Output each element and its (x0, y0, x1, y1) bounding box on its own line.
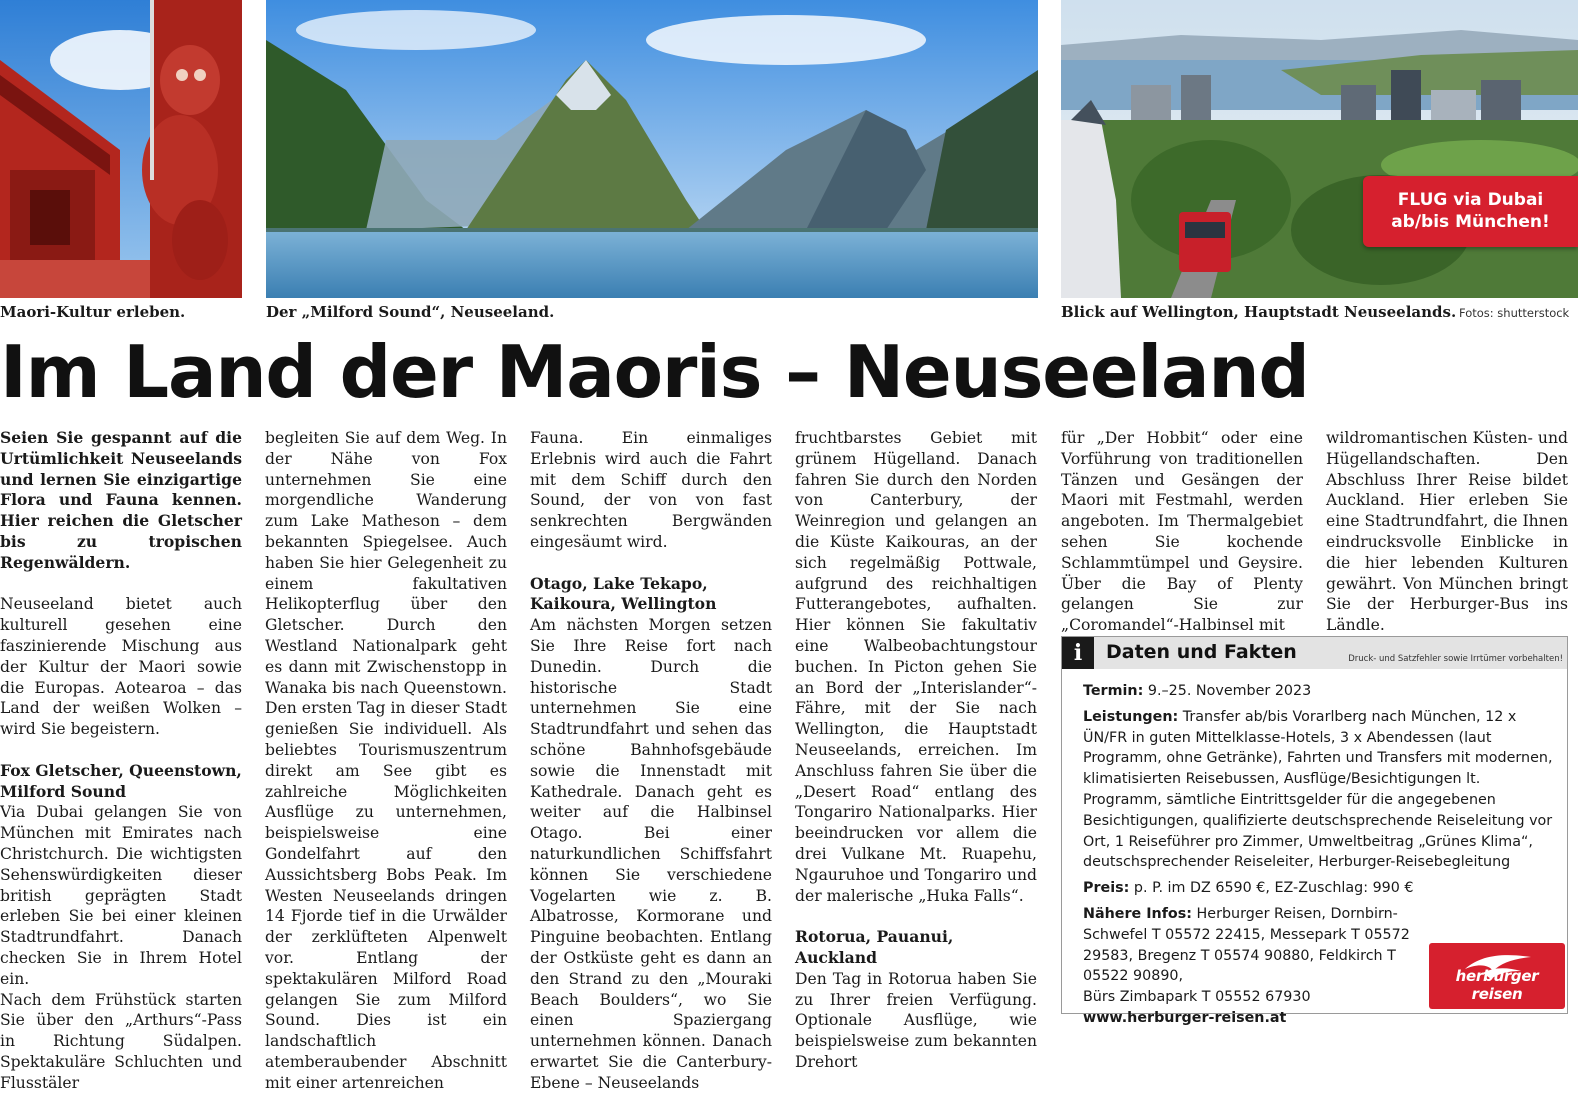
facts-title: Daten und Fakten (1106, 641, 1297, 663)
article-column-4 (795, 428, 1037, 1071)
flight-badge-line1: FLUG via Dubai (1397, 190, 1544, 210)
facts-disclaimer: Druck- und Satzfehler sowie Irrtümer vorbehalten! (1348, 654, 1563, 664)
section-heading-fox-gletscher: Fox Gletscher, Queenstown, Milford Sound (0, 760, 242, 801)
facts-infos (1083, 904, 1423, 1029)
infos-label: Nähere Infos: (1083, 905, 1192, 922)
termin-label: Termin: (1083, 683, 1144, 699)
photo-credit: Fotos: shutterstock (1459, 306, 1570, 320)
info-icon: i (1062, 637, 1094, 669)
article-column-3 (530, 428, 772, 1092)
section-heading-rotorua: Rotorua, Pauanui, Auckland (795, 927, 954, 967)
section1-paragraph-2-cont: begleiten Sie auf dem Weg. In der Nähe von Fox unternehmen Sie eine morgendliche Wanderung zum Lake Matheson – dem bekannten Spiegelsee. Auch haben Sie hier Gelegenheit zu einem fakultativen Helikopterflug über den Gletscher. Durch den Westland Nationalpark geht es dann mit Zwischenstopp in Wanaka bis nach Queenstown. Den ersten Tag in dieser Stadt genießen Sie individuell. Als beliebtes Tourismuszentrum direkt am See gibt es zahlreiche Möglichkeiten Ausflüge zu unternehmen, beispielsweise eine Gondelfahrt auf den Aussichtsberg Bobs Peak. Im Westen Neuseelands dringen 14 Fjorde tief in die Urwälder der zerklüfteten Alpenwelt vor. Entlang der spektakulären Milford Road gelangen Sie zum Milford Sound. Dies ist ein landschaftlich atemberaubender Abschnitt mit einer artenreichen (265, 429, 507, 1092)
preis-label: Preis: (1083, 880, 1130, 897)
wellington-image (1061, 0, 1578, 298)
facts-preis (1083, 878, 1563, 899)
section3-paragraph-cont: für „Der Hobbit“ oder eine Vorführung von traditionellen Tänzen und Gesängen der Maori mit Festmahl, werden angeboten. Im Thermalgebiet sehen Sie kochende Schlammtümpel und Geysire. Über die Bay of Plenty gelangen Sie zur „Coromandel“-Halbinsel mit (1061, 429, 1303, 635)
leistungen-value: Transfer ab/bis Vorarlberg nach München, 12 x ÜN/FR in guten Mittelklasse-Hotels, 3 x Abendessen (laut Programm, ohne Getränke), Fahrten und Transfers mit modernen, klimatisierten Reisebussen, Ausflüge/Besichtigungen lt. Programm, sämtliche Eintrittsgelder für die angegebenen Besichtigungen, qualifizierte deutschsprechende Reiseleitung vor Ort, 1 Reiseführer pro Zimmer, Umweltbeitrag „Grünes Klima“, deutschsprechender Reiseleiter, Herburger-Reisebegleitung (1083, 708, 1553, 871)
article-lead: Seien Sie gespannt auf die Urtümlichkeit Neuseelands und lernen Sie einzigartige Flora und Fauna kennen. Hier reichen die Gletscher bis zu tropischen Regenwäldern. (0, 428, 242, 572)
preis-value: p. P. im DZ 6590 €, EZ-Zuschlag: 990 € (1133, 880, 1414, 897)
facts-termin (1083, 681, 1563, 702)
caption-milford: Der „Milford Sound“, Neuseeland. (266, 303, 555, 321)
section1-paragraph-2-start: Nach dem Frühstück starten Sie über den „Arthurs“-Pass in Richtung Südalpen. Spektakuläre Schluchten und Flusstäler (0, 990, 242, 1092)
caption-wellington: Blick auf Wellington, Hauptstadt Neuseelands. (1061, 303, 1457, 321)
section1-paragraph-1: Via Dubai gelangen Sie von München mit Emirates nach Christchurch. Die wichtigsten Sehenswürdigkeiten dieser british geprägten Stadt erleben Sie bei einer kleinen Stadtrundfahrt. Danach checken Sie in Ihrem Hotel ein. (0, 803, 242, 988)
section2-paragraph-cont: fruchtbarstes Gebiet mit grünem Hügelland. Danach fahren Sie durch den Norden von Canterbury, der Weinregion und gelangen an die Küste Kaikouras, an der sich regelmäßig Pottwale, aufgrund des reichhaltigen Futterangebotes, aufhalten. Hier können Sie fakultativ eine Walbeobachtungstour buchen. In Picton gehen Sie an Bord der „Interislander“-Fähre, mit der Sie nach Wellington, die Hauptstadt Neuseelands, erreichen. Im Anschluss fahren Sie über die „Desert Road“ entlang des Tongariro Nationalparks. Hier beeindrucken vor allem die drei Vulkane Mt. Ruapehu, Ngauruhoe und Tongariro und der malerische „Huka Falls“. (795, 429, 1037, 905)
website-link[interactable]: www.herburger-reisen.at (1083, 1009, 1287, 1026)
article-intro: Neuseeland bietet auch kulturell gesehen eine faszinierende Mischung aus der Kultur der Maori sowie die Europas. Aotearoa – das Land der weißen Wolken – wird Sie begeistern. (0, 595, 242, 739)
article-column-2 (265, 428, 507, 1092)
flight-badge (1363, 176, 1578, 247)
section2-paragraph-start: Am nächsten Morgen setzen Sie Ihre Reise fort nach Dunedin. Durch die historische Stadt unternehmen Sie eine Stadtrundfahrt und sehen das schöne Bahnhofsgebäude sowie die Innenstadt mit Kathedrale. Danach geht es weiter auf die Halbinsel Otago. Bei einer naturkundlichen Schiffsfahrt können Sie verschiedene Vogelarten wie z. B. Albatrosse, Kormorane und Pinguine beobachten. Entlang der Ostküste geht es dann an den Strand zu den „Mouraki Beach Boulders“, wo Sie einen Spaziergang unternehmen können. Danach erwartet Sie die Canterbury-Ebene – Neuseelands (530, 616, 772, 1092)
milford-sound-photo (266, 0, 1038, 298)
infos-line2: Bürs Zimbapark T 05552 67930 (1083, 989, 1311, 1006)
infos-value: Herburger Reisen, Dornbirn-Schwefel T 05572 22415, Messepark T 05572 29583, Bregenz T 05574 90880, Feldkirch T 05522 90890, (1083, 905, 1410, 985)
section1-paragraph-2-end: Fauna. Ein einmaliges Erlebnis wird auch die Fahrt mit dem Schiff durch den Sound, der von von fast senkrechten Bergwänden eingesäumt wird. (530, 429, 772, 551)
article-column-1 (0, 428, 242, 1092)
page-headline: Im Land der Maoris – Neuseeland (0, 330, 1309, 414)
caption-maori: Maori-Kultur erleben. (0, 303, 186, 321)
section-heading-otago: Otago, Lake Tekapo, Kaikoura, Wellington (530, 573, 717, 614)
logo-text: herburger reisen (1455, 967, 1539, 1003)
maori-culture-photo (0, 0, 242, 298)
section3-paragraph-start: Den Tag in Rotorua haben Sie zu Ihrer freien Verfügung. Optionale Ausflüge, wie beispielsweise zum bekannten Drehort (795, 969, 1037, 1071)
termin-value: 9.–25. November 2023 (1147, 683, 1312, 699)
section3-paragraph-end: wildromantischen Küsten- und Hügellandschaften. Den Abschluss Ihrer Reise bildet Auckland. Hier erleben Sie eine Stadtrundfahrt, die Ihnen eindrucksvolle Einblicke in die hier lebenden Kulturen gewährt. Von München bringt Sie der Herburger-Bus ins Ländle. (1326, 429, 1568, 635)
flight-badge-line2: ab/bis München! (1391, 212, 1550, 232)
facts-header (1062, 637, 1567, 669)
article-column-5 (1061, 428, 1303, 635)
facts-leistungen (1083, 707, 1563, 873)
wellington-photo (1061, 0, 1578, 298)
herburger-logo (1429, 943, 1565, 1009)
milford-sound-image (266, 0, 1038, 298)
article-column-6 (1326, 428, 1568, 635)
maori-carving-image (0, 0, 242, 298)
leistungen-label: Leistungen: (1083, 708, 1179, 725)
